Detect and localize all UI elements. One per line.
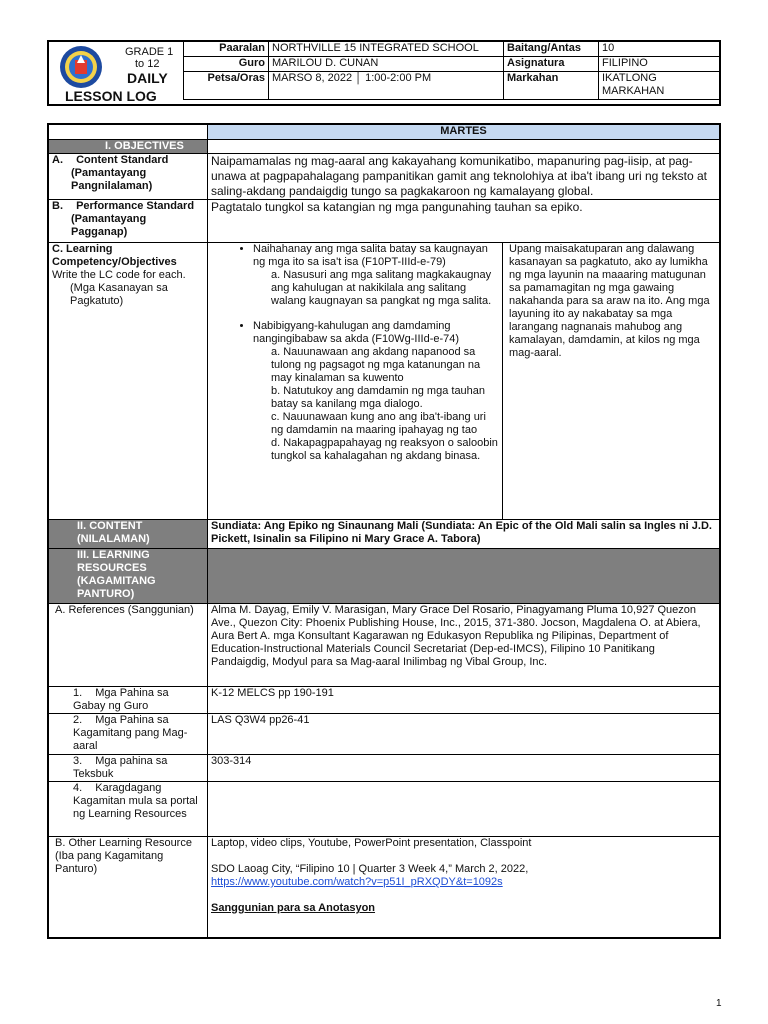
other-resources-line1: Laptop, video clips, Youtube, PowerPoint presentation, Classpoint: [211, 837, 532, 849]
resource-item-3-label: [48, 755, 208, 782]
objectives-blank: [208, 140, 721, 154]
label-baitang: Baitang/Antas: [504, 42, 599, 57]
competency-title: C. Learning Competency/Objectives: [52, 243, 177, 268]
resource-item-2-num: 2.: [73, 714, 83, 726]
title-lesson-log: LESSON LOG: [65, 88, 157, 104]
youtube-link[interactable]: https://www.youtube.com/watch?v=p51I_pRXQDY&t=1092s: [211, 876, 503, 888]
performance-standard-sub: (Pamantayang Pagganap): [71, 213, 147, 238]
label-guro: Guro: [184, 57, 269, 72]
label-markahan: Markahan: [504, 72, 599, 100]
value-baitang: 10: [599, 42, 721, 57]
lesson-log-table: [47, 123, 721, 939]
label-paaralan: Paaralan: [184, 42, 269, 57]
day-header: MARTES: [208, 124, 721, 140]
value-petsa: MARSO 8, 2022 │ 1:00-2:00 PM: [269, 72, 504, 100]
resource-item-1-label: [48, 687, 208, 714]
resource-item-2-text: Mga Pahina sa Kagamitang pang Mag-aaral: [73, 714, 188, 752]
resource-item-3-text: Mga pahina sa Teksbuk: [73, 755, 168, 780]
competency-item-2a: a. Nauunawaan ang akdang napanood sa tulong ng pagsagot ng mga katanungan na may kinalaman sa kuwento: [271, 346, 481, 384]
resource-item-3-value: 303-314: [208, 755, 721, 782]
title-daily: DAILY: [127, 70, 168, 86]
resource-item-1-value: K-12 MELCS pp 190-191: [208, 687, 721, 714]
references-text: Alma M. Dayag, Emily V. Marasigan, Mary Grace Del Rosario, Pinagyamang Pluma 10,927 Quezon Ave., Quezon City: Phoenix Publishing House, Inc., 2015, 371-380. Jocson, Magdalena O. at Abiera, Aura Bert A. mga Konsultant Kagarawan ng Edukasyon Republika ng Pilipinas, Department of Education-Instructional Materials Council Secretariat (Dep-ed-IMCS), Filipino 10 Panitikang Pandaigdig, Modyul para sa Mag-aaral Inilimbag ng Vibal Group, Inc.: [208, 604, 721, 687]
performance-standard-label: [48, 200, 208, 243]
competency-list: [211, 243, 499, 463]
content-standard-text: Naipamamalas ng mag-aaral ang kakayahang komunikatibo, mapanuring pag-iisip, at pag-unawa at pagpapahalagang pampanitikan gamit ang teknolohiya at iba't ibang uri ng teksto at saling-akdang pandaigdig tungo sa pagkakaroon ng kamalayang global.: [208, 154, 721, 200]
competency-item-2d: d. Nakapagpapahayag ng reaksyon o saloobin tungkol sa kahalagahan ng akdang binasa.: [271, 437, 498, 462]
content-standard-label: [48, 154, 208, 200]
deped-seal-icon: [59, 45, 103, 89]
other-resources-cell: [208, 837, 721, 939]
resource-item-4-num: 4.: [73, 782, 83, 794]
other-resources-line2: SDO Laoag City, “Filipino 10 | Quarter 3 Week 4,” March 2, 2022,: [211, 863, 529, 875]
competency-sub: (Mga Kasanayan sa Pagkatuto): [70, 282, 168, 307]
content-standard-title: Content Standard: [76, 154, 169, 166]
competency-item-2b: b. Natutukoy ang damdamin ng mga tauhan batay sa kanilang mga dialogo.: [271, 385, 486, 410]
references-label: A. References (Sanggunian): [48, 604, 208, 687]
resource-item-2-label: [48, 714, 208, 755]
content-text: Sundiata: Ang Epiko ng Sinaunang Mali (Sundiata: An Epic of the Old Mali salin sa Ingles ni J.D. Pickett, Isinalin sa Filipino ni Mary Grace A. Tabora): [208, 520, 721, 549]
header-block: [47, 40, 721, 106]
grade-line2: to 12: [135, 58, 160, 70]
value-asignatura: FILIPINO: [599, 57, 721, 72]
resource-item-3-num: 3.: [73, 755, 83, 767]
competency-label-cell: [48, 243, 208, 520]
header-info-table: [183, 41, 721, 100]
competency-item-1a: a. Nasusuri ang mga salitang magkakaugnay ang kahulugan at nakikilala ang salitang walang kaugnayan sa pangkat ng mga salita.: [271, 269, 492, 307]
resource-item-4-label: [48, 782, 208, 837]
performance-standard-title: Performance Standard: [76, 200, 195, 212]
competency-item-2c: c. Nauunawaan kung ano ang iba't-ibang uri ng damdamin na maaring ipahayag ng tao: [271, 411, 486, 436]
other-resources-label: B. Other Learning Resource (Iba pang Kagamitang Panturo): [48, 837, 208, 939]
competency-write-note: Write the LC code for each.: [52, 269, 186, 281]
objectives-heading: I. OBJECTIVES: [48, 140, 208, 154]
competency-list-cell: [208, 243, 503, 520]
competency-item-2: [253, 320, 499, 463]
resource-item-1-text: Mga Pahina sa Gabay ng Guro: [73, 687, 169, 712]
resources-heading: III. LEARNING RESOURCES (KAGAMITANG PANTURO): [48, 549, 208, 604]
competency-item-1-text: Naihahanay ang mga salita batay sa kaugnayan ng mga ito sa isa't isa (F10PT-IIId-e-79): [253, 243, 488, 268]
label-petsa: Petsa/Oras: [184, 72, 269, 100]
value-markahan: IKATLONG MARKAHAN: [599, 72, 721, 100]
content-standard-letter: A.: [52, 154, 63, 166]
content-standard-sub: (Pamantayang Pangnilalaman): [71, 167, 153, 192]
resource-item-2-value: LAS Q3W4 pp26-41: [208, 714, 721, 755]
performance-standard-letter: B.: [52, 200, 63, 212]
resource-item-1-num: 1.: [73, 687, 83, 699]
value-guro: MARILOU D. CUNAN: [269, 57, 504, 72]
corner-cell: [48, 124, 208, 140]
label-asignatura: Asignatura: [504, 57, 599, 72]
anotasyon-heading: Sanggunian para sa Anotasyon: [211, 902, 376, 914]
resource-item-4-text: Karagdagang Kagamitan mula sa portal ng Learning Resources: [73, 782, 198, 820]
value-paaralan: NORTHVILLE 15 INTEGRATED SCHOOL: [269, 42, 504, 57]
competency-item-2-text: Nabibigyang-kahulugan ang damdaming nangingibabaw sa akda (F10Wg-IIId-e-74): [253, 320, 460, 345]
grade-line1: GRADE 1: [125, 46, 174, 58]
resources-heading-fill: [208, 549, 721, 604]
content-heading: II. CONTENT (NILALAMAN): [48, 520, 208, 549]
competency-item-1: [253, 243, 499, 308]
page-number: 1: [716, 998, 722, 1009]
competency-side-text: Upang maisakatuparan ang dalawang kasanayan sa pagkatuto, ako ay lumikha ng mga layunin na maaaring matugunan sa pamamagitan ng mga gawaing nakahanda para sa araw na ito. Ang mga layuning ito ay nakabatay sa mga larangang nagnanais mahubog ang kamalayan, damdamin, at kilos ng mga mag-aaral.: [503, 243, 721, 520]
performance-standard-text: Pagtatalo tungkol sa katangian ng mga pangunahing tauhan sa epiko.: [208, 200, 721, 243]
resource-item-4-value: [208, 782, 721, 837]
